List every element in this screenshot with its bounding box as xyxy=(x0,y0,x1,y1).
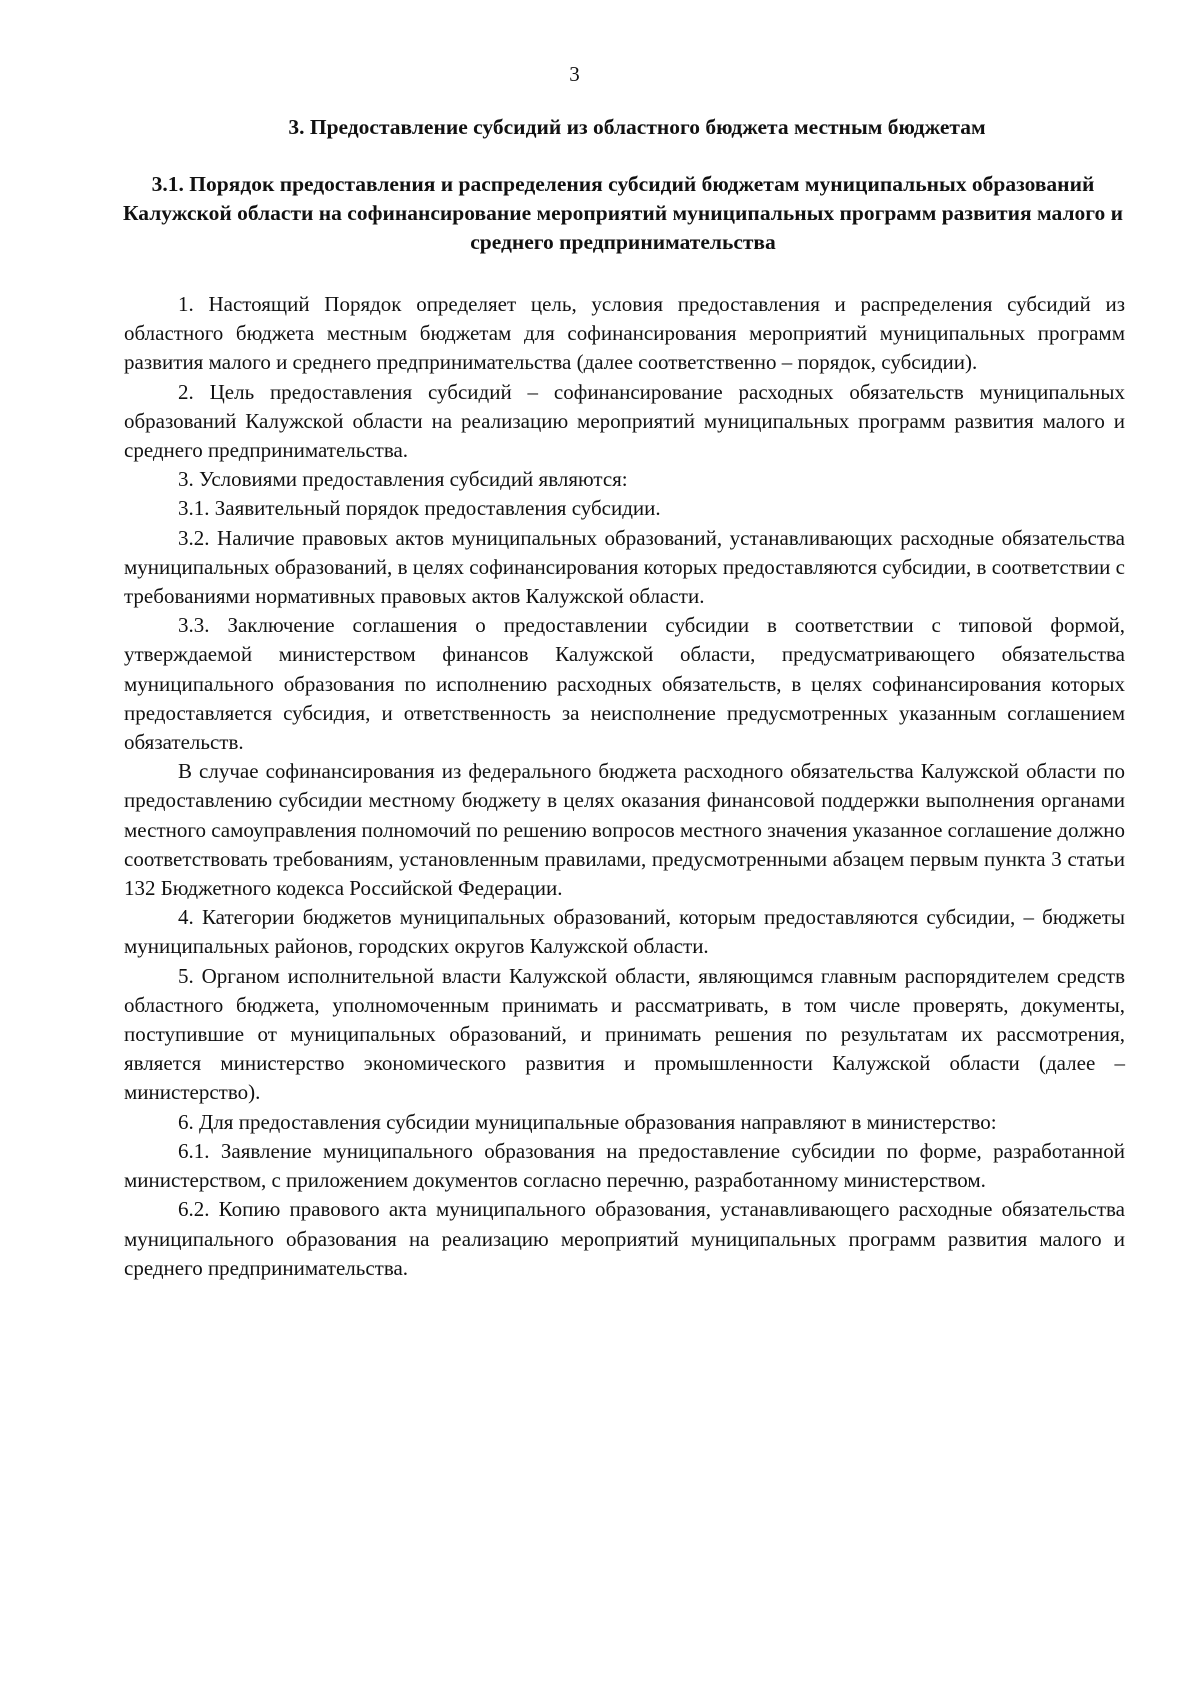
section-title: 3. Предоставление субсидий из областного бюджета местным бюджетам xyxy=(288,115,986,139)
paragraph-federal-cofinancing: В случае софинансирования из федерального бюджета расходного обязательства Калужской области по предоставлению субсидии местному бюджету в целях оказания финансовой поддержки выполнения органами местного самоуправления полномочий по решению вопросов местного значения указанное соглашение должно соответствовать требованиям, установленным правилами, предусмотренными абзацем первым пункта 3 статьи 132 Бюджетного кодекса Российской Федерации. xyxy=(124,759,1125,901)
page-number: 3 xyxy=(569,62,580,86)
paragraph-5: 5. Органом исполнительной власти Калужской области, являющимся главным распорядителем средств областного бюджета, уполномоченным принимать и рассматривать, в том числе проверять, документы, поступившие от муниципальных образований, и принимать решения по результатам их рассмотрения, является министерство экономического развития и промышленности Калужской области (далее – министерство). xyxy=(124,963,1125,1105)
paragraph-3: 3. Условиями предоставления субсидий являются: xyxy=(178,467,628,492)
subsection-title: 3.1. Порядок предоставления и распределения субсидий бюджетам муниципальных образований Калужской области на софинансирование мероприятий муниципальных программ развития малого и среднего предпринимательства xyxy=(122,172,1124,254)
paragraph-6-2: 6.2. Копию правового акта муниципального образования, устанавливающего расходные обязательства муниципального образования на реализацию мероприятий муниципальных программ развития малого и среднего предпринимательства. xyxy=(124,1197,1125,1280)
document-body xyxy=(124,290,1125,1283)
paragraph-3-3: 3.3. Заключение соглашения о предоставлении субсидии в соответствии с типовой формой, утверждаемой министерством финансов Калужской области, предусматривающего обязательства муниципального образования по исполнению расходных обязательств, в целях софинансирования которых предоставляется субсидия, и ответственность за неисполнение предусмотренных указанным соглашением обязательств. xyxy=(124,613,1125,755)
paragraph-3-1: 3.1. Заявительный порядок предоставления субсидии. xyxy=(178,496,661,521)
paragraph-6: 6. Для предоставления субсидии муниципальные образования направляют в министерство: xyxy=(178,1109,997,1134)
paragraph-4: 4. Категории бюджетов муниципальных образований, которым предоставляются субсидии, – бюджеты муниципальных районов, городских округов Калужской области. xyxy=(124,905,1125,959)
paragraph-6-1: 6.1. Заявление муниципального образования на предоставление субсидии по форме, разработанной министерством, с приложением документов согласно перечню, разработанному министерством. xyxy=(124,1138,1125,1193)
paragraph-3-2: 3.2. Наличие правовых актов муниципальных образований, устанавливающих расходные обязательства муниципальных образований, в целях софинансирования которых предоставляются субсидии, в соответствии с требованиями нормативных правовых актов Калужской области. xyxy=(124,525,1125,609)
paragraph-1: 1. Настоящий Порядок определяет цель, условия предоставления и распределения субсидий из областного бюджета местным бюджетам для софинансирования мероприятий муниципальных программ развития малого и среднего предпринимательства (далее соответственно – порядок, субсидии). xyxy=(124,292,1125,375)
paragraph-2: 2. Цель предоставления субсидий – софинансирование расходных обязательств муниципальных образований Калужской области на реализацию мероприятий муниципальных программ развития малого и среднего предпринимательства. xyxy=(124,379,1125,463)
